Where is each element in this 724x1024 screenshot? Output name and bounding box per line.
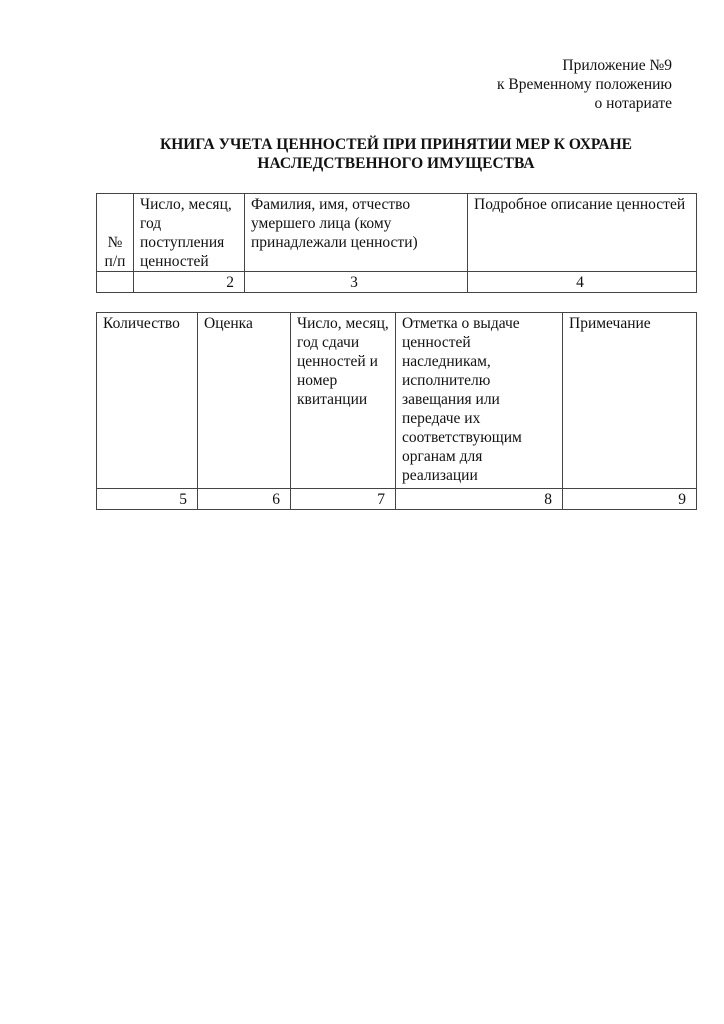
number-cell: 5 — [97, 489, 198, 510]
number-cell: 3 — [245, 272, 468, 293]
title-line-1: КНИГА УЧЕТА ЦЕННОСТЕЙ ПРИ ПРИНЯТИИ МЕР К ОХРАНЕ — [159, 136, 633, 153]
header-cell-valuation: Оценка — [198, 313, 291, 489]
appendix-line-3: о нотариате — [594, 95, 672, 112]
number-cell: 6 — [198, 489, 291, 510]
header-cell-description: Подробное описание ценностей — [468, 194, 697, 272]
table-number-row — [97, 489, 697, 510]
header-cell-issue-mark: Отметка о выдаче ценностей наследникам, исполнителю завещания или передаче их соответствующим органам для реализации — [396, 313, 563, 489]
appendix-note — [497, 56, 672, 113]
appendix-line-2: к Временному положению — [496, 76, 672, 93]
table-number-row — [97, 272, 697, 293]
table-header-row — [97, 313, 697, 489]
ledger-table-part-2 — [96, 312, 697, 510]
number-cell: 9 — [563, 489, 697, 510]
ledger-table-part-1 — [96, 193, 697, 293]
header-cell-receipt-date: Число, месяц, год поступления ценностей — [134, 194, 245, 272]
header-cell-handover-date: Число, месяц, год сдачи ценностей и номер квитанции — [291, 313, 396, 489]
header-cell-deceased-name: Фамилия, имя, отчество умершего лица (кому принадлежали ценности) — [245, 194, 468, 272]
number-cell: 4 — [468, 272, 697, 293]
title-line-2: НАСЛЕДСТВЕННОГО ИМУЩЕСТВА — [257, 155, 535, 172]
appendix-line-1: Приложение №9 — [562, 57, 672, 74]
header-cell-quantity: Количество — [97, 313, 198, 489]
document-title — [96, 135, 696, 173]
number-cell — [97, 272, 134, 293]
number-cell: 7 — [291, 489, 396, 510]
number-cell: 2 — [134, 272, 245, 293]
number-cell: 8 — [396, 489, 563, 510]
header-cell-number: № п/п — [97, 194, 134, 272]
table-header-row — [97, 194, 697, 272]
header-cell-note: Примечание — [563, 313, 697, 489]
